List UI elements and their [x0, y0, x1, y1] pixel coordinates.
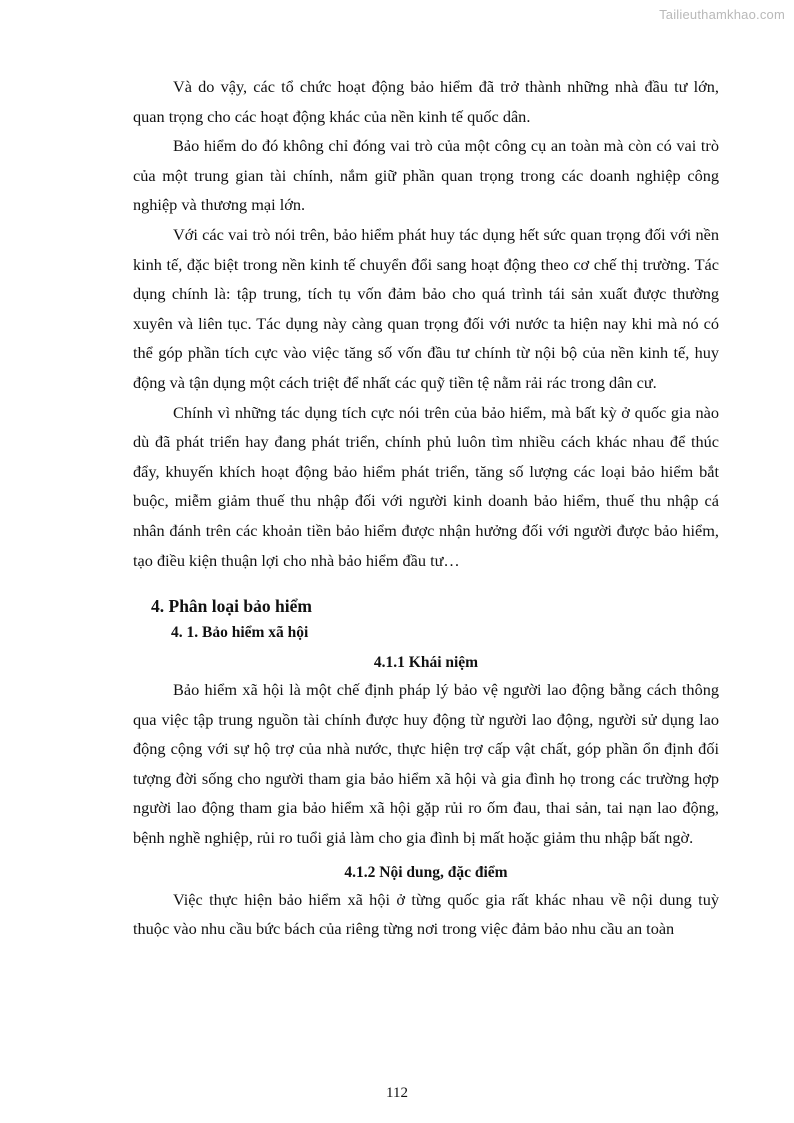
- section-title: 4. Phân loại bảo hiểm: [151, 596, 312, 617]
- watermark: Tailieuthamkhao.com: [659, 7, 785, 22]
- page-number: 112: [386, 1085, 408, 1101]
- heading-concept: 4.1.1 Khái niệm: [373, 654, 479, 672]
- subsection-title: 4. 1. Bảo hiểm xã hội: [171, 624, 309, 642]
- heading-content-features: 4.1.2 Nội dung, đặc điểm: [344, 863, 508, 881]
- paragraph-financial-intermediary: Bảo hiểm do đó không chỉ đóng vai trò của một công cụ an toàn mà còn có vai trò của một trung gian tài chính, nắm giữ phần quan trọng trong các doanh nghiệp công nghiệp và thương mại lớn.: [133, 136, 719, 215]
- paragraph-concept: Bảo hiểm xã hội là một chế định pháp lý bảo vệ người lao động bằng cách thông qua việc tập trung nguồn tài chính được huy động từ người lao động, người sử dụng lao động cộng với sự hộ trợ của nhà nước, thực hiện trợ cấp vật chất, góp phần ổn định đối tượng đời sống cho người tham gia bảo hiểm xã hội và gia đình họ trong các trường hợp người lao động tham gia bảo hiểm xã hội gặp rủi ro ốm đau, thai sản, tai nạn lao động, bệnh nghề nghiệp, rủi ro tuổi giả làm cho gia đình bị mất hoặc giảm thu nhập bất ngờ.: [133, 680, 719, 848]
- paragraph-economic-effects: Với các vai trò nói trên, bảo hiểm phát huy tác dụng hết sức quan trọng đối với nền kinh tế, đặc biệt trong nền kinh tế chuyển đổi sang hoạt động theo cơ chế thị trường. Tác dụng chính là: tập trung, tích tụ vốn đảm bảo cho quá trình tái sản xuất được thường xuyên và liên tục. Tác dụng này càng quan trọng đối với nước ta hiện nay khi mà nó có thể góp phần tích cực vào việc tăng số vốn đầu tư chính từ nội bộ của nền kinh tế, huy động và tận dụng một cách triệt để nhất các quỹ tiền tệ nằm rải rác trong dân cư.: [133, 224, 719, 392]
- paragraph-content-features: Việc thực hiện bảo hiểm xã hội ở từng quốc gia rất khác nhau về nội dung tuỳ thuộc vào nhu cầu bức bách của riêng từng nơi trong việc đảm bảo nhu cầu an toàn: [133, 889, 719, 939]
- page-content: [133, 72, 719, 944]
- paragraph-government-support: Chính vì những tác dụng tích cực nói trên của bảo hiểm, mà bất kỳ ở quốc gia nào dù đã phát triển hay đang phát triển, chính phủ luôn tìm nhiều cách khác nhau để thúc đẩy, khuyến khích hoạt động bảo hiểm phát triển, tăng số lượng các loại bảo hiểm bắt buộc, miễm giảm thuế thu nhập đối với người kinh doanh bảo hiểm, thuế thu nhập cá nhân đánh trên các khoản tiền bảo hiểm được nhận hưởng đối với người được bảo hiểm, tạo điều kiện thuận lợi cho nhà bảo hiểm đầu tư…: [133, 402, 719, 570]
- paragraph-investors: Và do vậy, các tổ chức hoạt động bảo hiểm đã trở thành những nhà đầu tư lớn, quan trọng cho các hoạt động khác của nền kinh tế quốc dân.: [133, 77, 719, 126]
